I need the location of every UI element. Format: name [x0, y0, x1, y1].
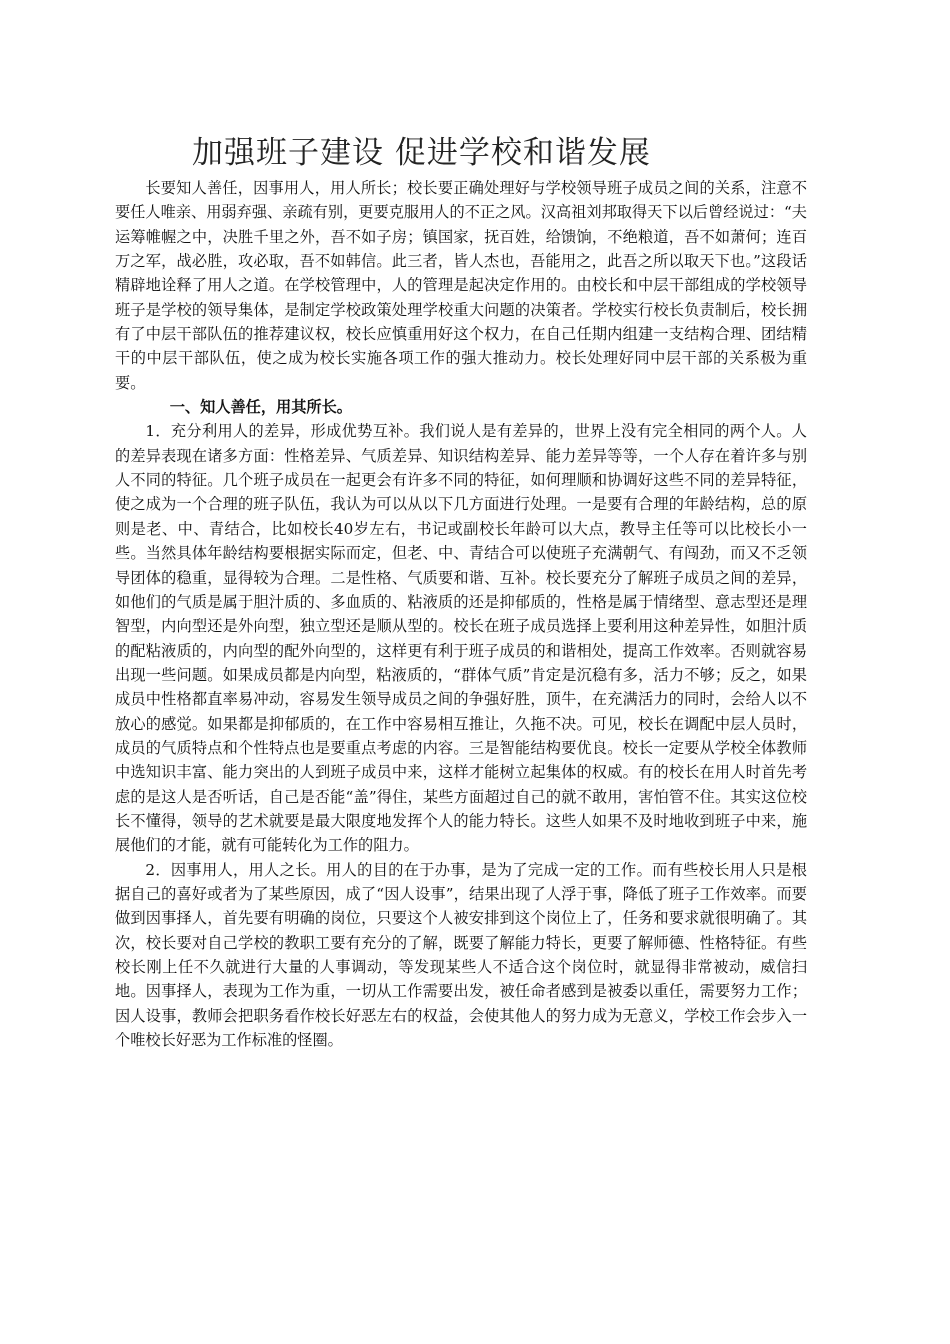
body-paragraph-1: 1．充分利用人的差异，形成优势互补。我们说人是有差异的，世界上没有完全相同的两个人。人的差异表现在诸多方面：性格差异、气质差异、知识结构差异、能力差异等等，一个人存在着许多与别人不同的特征。几个班子成员在一起更会有许多不同的特征，如何理顺和协调好这些不同的差异特征，使之成为一个合理的班子队伍，我认为可以从以下几方面进行处理。一是要有合理的年龄结构，总的原则是老、中、青结合，比如校长40岁左右，书记或副校长年龄可以大点，教导主任等可以比校长小一些。当然具体年龄结构要根据实际而定，但老、中、青结合可以使班子充满朝气、有闯劲，而又不乏领导团体的稳重，显得较为合理。二是性格、气质要和谐、互补。校长要充分了解班子成员之间的差异，如他们的气质是属于胆汁质的、多血质的、粘液质的还是抑郁质的，性格是属于情绪型、意志型还是理智型，内向型还是外向型，独立型还是顺从型的。校长在班子成员选择上要利用这种差异性，如胆汁质的配粘液质的，内向型的配外向型的，这样更有利于班子成员的和谐相处，提高工作效率。否则就容易出现一些问题。如果成员都是内向型，粘液质的，“群体气质”肯定是沉稳有多，活力不够；反之，如果成员中性格都直率易冲动，容易发生领导成员之间的争强好胜，顶牛，在充满活力的同时，会给人以不放心的感觉。如果都是抑郁质的，在工作中容易相互推让，久拖不决。可见，校长在调配中层人员时，成员的气质特点和个性特点也是要重点考虑的内容。三是智能结构要优良。校长一定要从学校全体教师中选知识丰富、能力突出的人到班子成员中来，这样才能树立起集体的权威。有的校长在用人时首先考虑的是这人是否听话，自己是否能“盖”得住，某些方面超过自己的就不敢用，害怕管不住。其实这位校长不懂得，领导的艺术就要是最大限度地发挥个人的能力特长。这些人如果不及时地收到班子中来，施展他们的才能，就有可能转化为工作的阻力。	[115, 422, 807, 855]
body-paragraph-2: 2．因事用人，用人之长。用人的目的在于办事，是为了完成一定的工作。而有些校长用人只是根据自己的喜好或者为了某些原因，成了“因人设事”，结果出现了人浮于事，降低了班子工作效率。而要做到因事择人，首先要有明确的岗位，只要这个人被安排到这个岗位上了，任务和要求就很明确了。其次，校长要对自己学校的教职工要有充分的了解，既要了解能力特长，更要了解师德、性格特征。有些校长刚上任不久就进行大量的人事调动，等发现某些人不适合这个岗位时，就显得非常被动，威信扫地。因事择人，表现为工作为重，一切从工作需要出发，被任命者感到是被委以重任，需要努力工作；因人设事，教师会把职务看作校长好恶左右的权益，会使其他人的努力成为无意义，学校工作会步入一个唯校长好恶为工作标准的怪圈。	[115, 860, 807, 1050]
document-title: 加强班子建设 促进学校和谐发展	[192, 135, 651, 171]
intro-paragraph: 长要知人善任，因事用人，用人所长；校长要正确处理好与学校领导班子成员之间的关系，注意不要任人唯亲、用弱弃强、亲疏有别，更要克服用人的不正之风。汉高祖刘邦取得天下以后曾经说过：“夫运筹帷幄之中，决胜千里之外，吾不如子房；镇国家，抚百姓，给馈饷，不绝粮道，吾不如萧何；连百万之军，战必胜，攻必取，吾不如韩信。此三者，皆人杰也，吾能用之，此吾之所以取天下也。”这段话精辟地诠释了用人之道。在学校管理中，人的管理是起决定作用的。由校长和中层干部组成的学校领导班子是学校的领导集体，是制定学校政策处理学校重大问题的决策者。学校实行校长负责制后，校长拥有了中层干部队伍的推荐建议权，校长应慎重用好这个权力，在自己任期内组建一支结构合理、团结精干的中层干部队伍，使之成为校长实施各项工作的强大推动力。校长处理好同中层干部的关系极为重要。	[115, 179, 807, 392]
section-heading: 一、知人善任，用其所长。	[169, 398, 352, 417]
document-body	[115, 176, 807, 1052]
